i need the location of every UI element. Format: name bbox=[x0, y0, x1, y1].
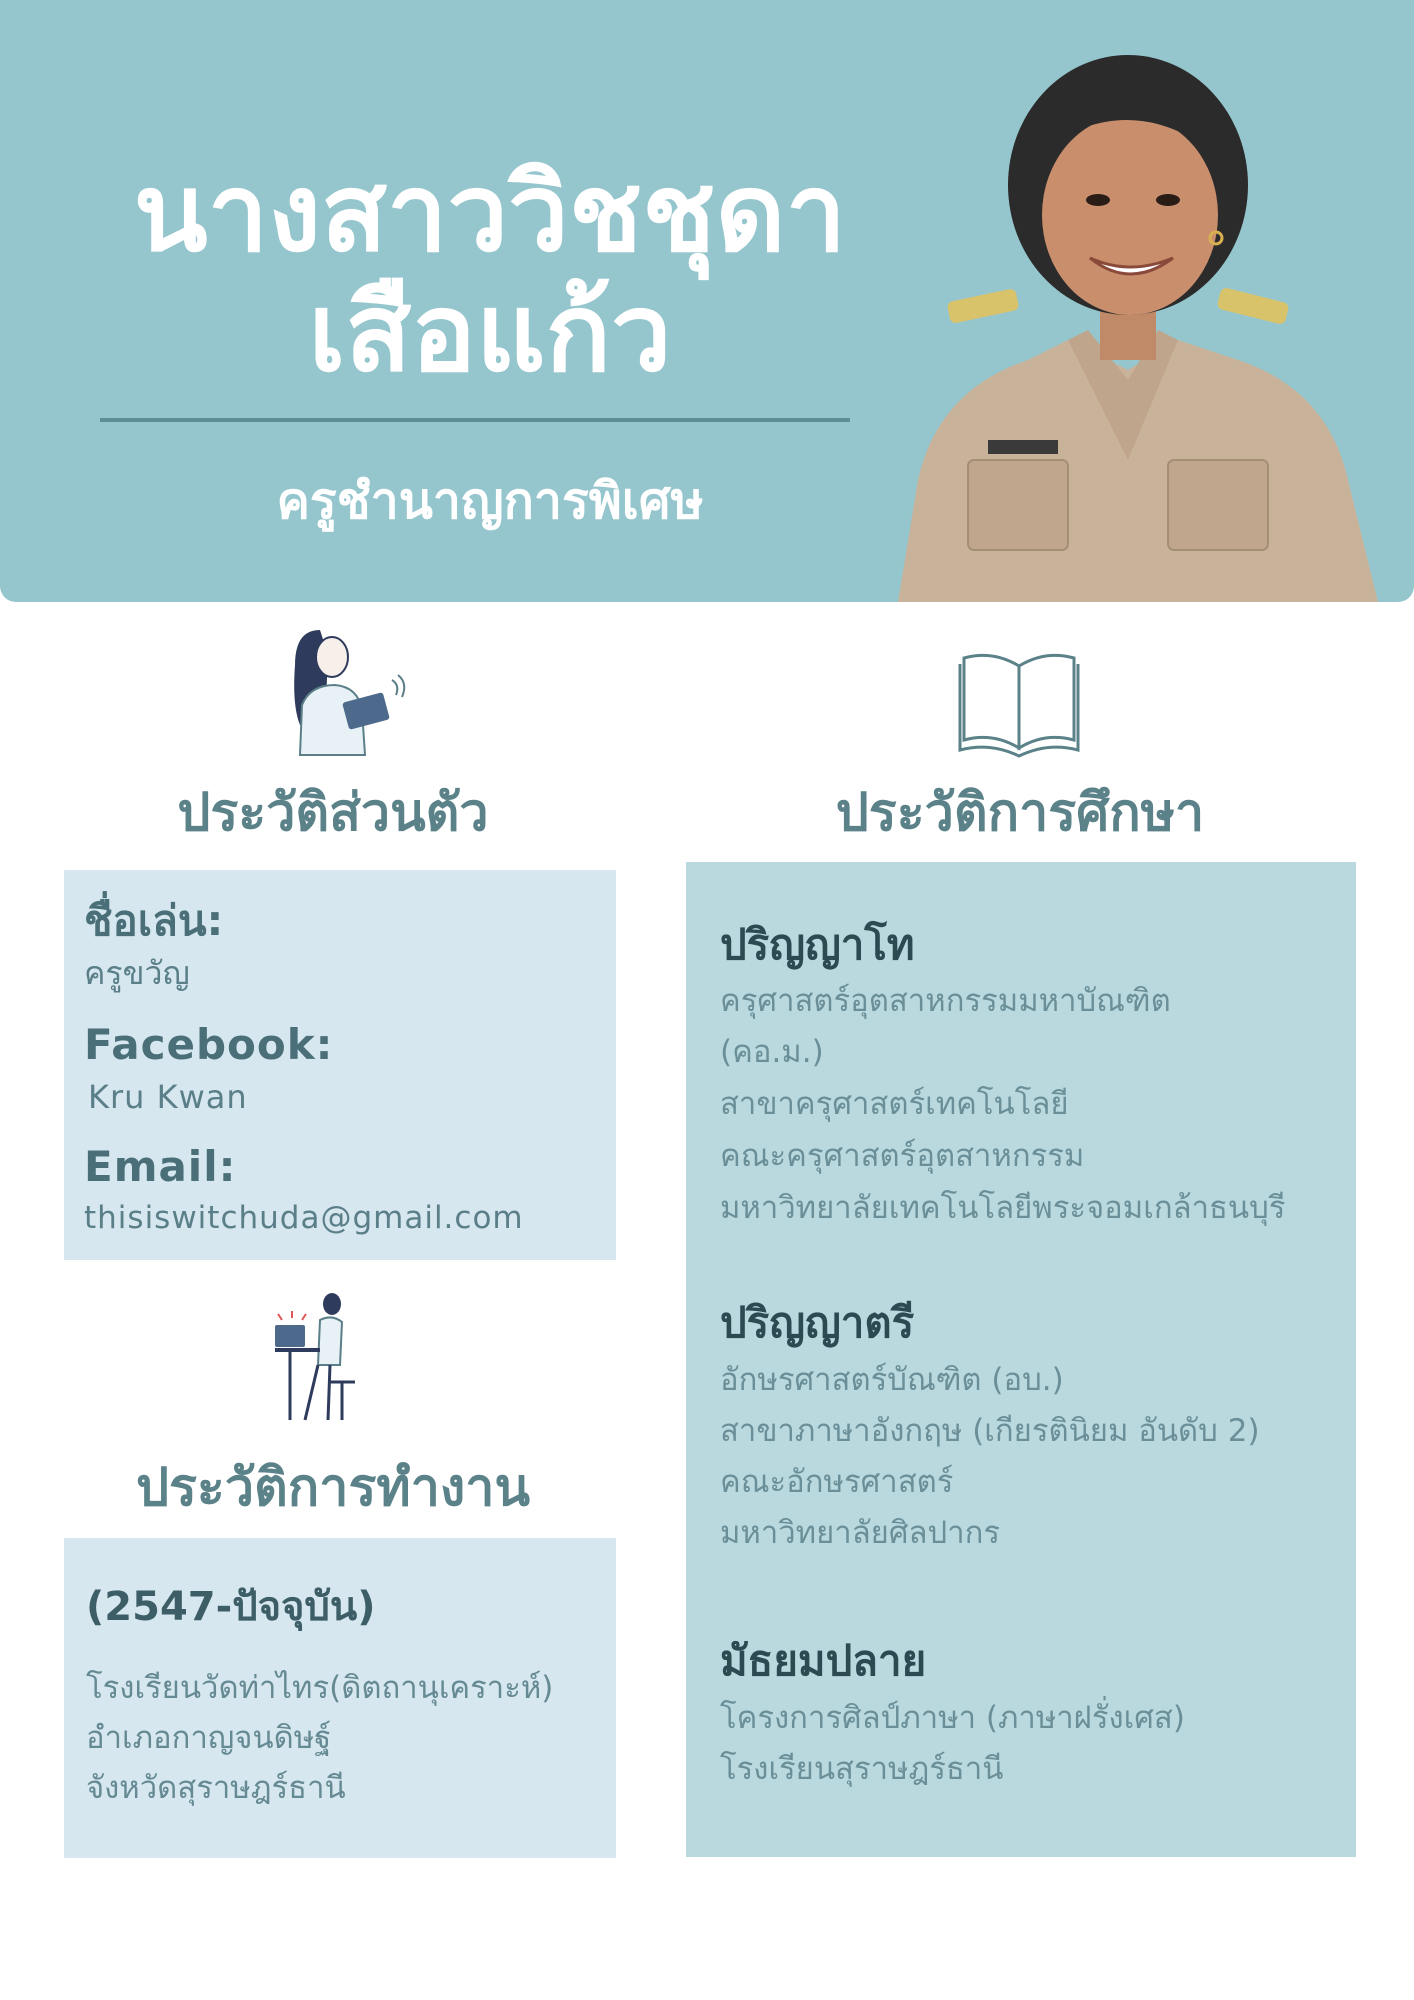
degree-highschool: มัธยมปลาย bbox=[720, 1636, 927, 1685]
edu-line: มหาวิทยาลัยเทคโนโลยีพระจอมเกล้าธนบุรี bbox=[720, 1190, 1286, 1226]
edu-line: โครงการศิลป์ภาษา (ภาษาฝรั่งเศส) bbox=[720, 1700, 1185, 1736]
work-period: (2547-ปัจจุบัน) bbox=[86, 1584, 376, 1630]
nickname-label: ชื่อเล่น: bbox=[84, 896, 224, 945]
name-line-1: นางสาววิชชุดา bbox=[133, 151, 847, 276]
work-line: โรงเรียนวัดท่าไทร(ดิตถานุเคราะห์) bbox=[86, 1670, 554, 1706]
open-book-icon bbox=[958, 648, 1080, 758]
degree-bachelors: ปริญญาตรี bbox=[720, 1298, 915, 1347]
edu-line: สาขาภาษาอังกฤษ (เกียรตินิยม อันดับ 2) bbox=[720, 1413, 1260, 1449]
education-box bbox=[686, 862, 1356, 1857]
edu-line: โรงเรียนสุราษฎร์ธานี bbox=[720, 1751, 1004, 1787]
header-divider bbox=[100, 418, 850, 422]
work-info-box bbox=[64, 1538, 616, 1858]
edu-line: คณะครุศาสตร์อุตสาหกรรม bbox=[720, 1138, 1085, 1174]
work-title: ประวัติการทำงาน bbox=[135, 1458, 531, 1518]
education-title: ประวัติการศึกษา bbox=[835, 783, 1205, 843]
edu-line: คณะอักษรศาสตร์ bbox=[720, 1464, 954, 1500]
name-line-2: เสือแก้ว bbox=[308, 271, 672, 396]
edu-line: ครุศาสตร์อุตสาหกรรมมหาบัณฑิต bbox=[720, 983, 1171, 1019]
edu-line: (คอ.ม.) bbox=[720, 1034, 824, 1070]
email-label: Email: bbox=[84, 1142, 237, 1191]
edu-line: อักษรศาสตร์บัณฑิต (อบ.) bbox=[720, 1362, 1064, 1398]
work-line: จังหวัดสุราษฎร์ธานี bbox=[86, 1770, 346, 1806]
nickname-value: ครูขวัญ bbox=[84, 954, 190, 992]
degree-masters: ปริญญาโท bbox=[720, 920, 915, 969]
personal-info-box bbox=[64, 870, 616, 1260]
woman-desk-icon bbox=[270, 1290, 360, 1425]
teacher-portrait bbox=[878, 40, 1408, 602]
position-title: ครูชำนาญการพิเศษ bbox=[276, 472, 704, 530]
facebook-value[interactable]: Kru Kwan bbox=[88, 1078, 248, 1116]
edu-line: สาขาครุศาสตร์เทคโนโลยี bbox=[720, 1086, 1069, 1122]
facebook-label: Facebook: bbox=[84, 1020, 334, 1069]
header-banner bbox=[0, 0, 1414, 602]
woman-laptop-icon bbox=[280, 625, 420, 760]
edu-line: มหาวิทยาลัยศิลปากร bbox=[720, 1515, 1001, 1551]
personal-title: ประวัติส่วนตัว bbox=[177, 783, 489, 843]
email-value[interactable]: thisiswitchuda@gmail.com bbox=[84, 1200, 524, 1236]
work-line: อำเภอกาญจนดิษฐ์ bbox=[86, 1720, 332, 1756]
